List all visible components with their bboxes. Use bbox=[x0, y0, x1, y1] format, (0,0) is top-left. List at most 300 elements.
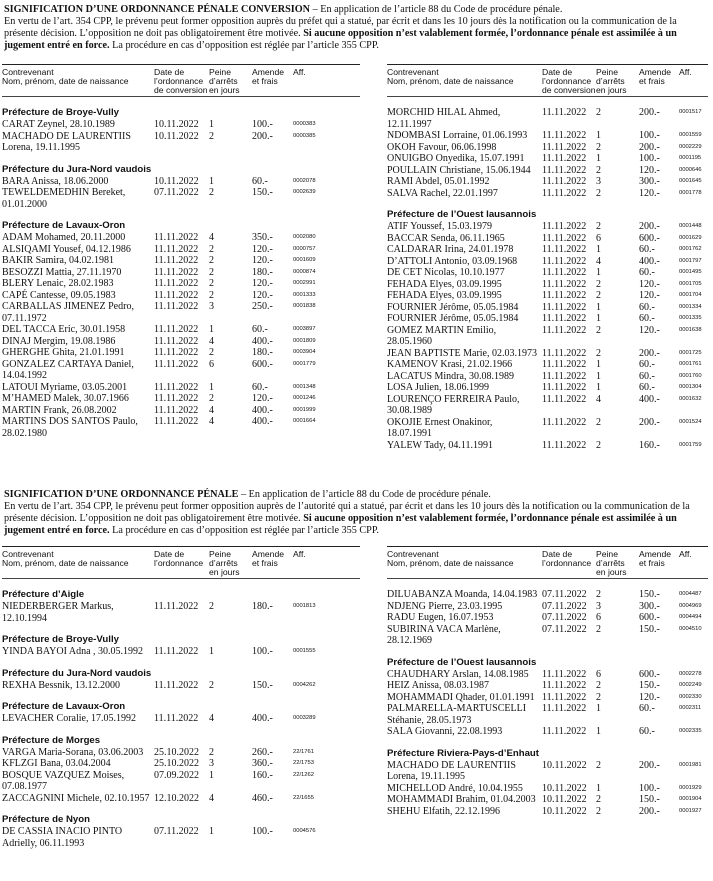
affaire-number: 0002278 bbox=[679, 670, 702, 677]
notice-title: SIGNIFICATION D’UNE ORDONNANCE PÉNALE bbox=[4, 489, 239, 500]
table-row bbox=[2, 405, 360, 417]
prefecture-section bbox=[387, 738, 708, 818]
affaire-number: 0002330 bbox=[679, 693, 702, 700]
amende-amount: 400.- bbox=[252, 713, 273, 724]
table-row bbox=[2, 267, 360, 279]
peine-days: 2 bbox=[209, 243, 214, 255]
ordonnance-date: 11.11.2022 bbox=[542, 382, 587, 393]
table-panel-top-right bbox=[387, 64, 708, 451]
table-row bbox=[387, 256, 708, 268]
contrevenant-name: BAKIR Samira, 04.02.1981 bbox=[2, 255, 114, 266]
amende-amount: 100.- bbox=[252, 119, 273, 130]
contrevenant-name: MACHADO DE LAURENTIIS Lorena, 19.11.1995 bbox=[387, 759, 516, 782]
peine-days: 2 bbox=[596, 290, 601, 301]
header-peine: Peine d’arrêts en jours bbox=[209, 67, 240, 95]
amende-amount: 260.- bbox=[252, 746, 273, 758]
table-row bbox=[387, 806, 708, 818]
ordonnance-date: 11.11.2022 bbox=[154, 404, 199, 416]
table-row bbox=[387, 267, 708, 279]
affaire-number: 0001517 bbox=[679, 109, 702, 115]
ordonnance-date: 11.11.2022 bbox=[542, 668, 587, 680]
table-row bbox=[387, 130, 708, 142]
peine-days: 2 bbox=[209, 255, 214, 266]
amende-amount: 60.- bbox=[252, 381, 268, 393]
table-row bbox=[2, 347, 360, 359]
prefecture-section bbox=[2, 624, 360, 658]
table-header bbox=[2, 547, 360, 579]
amende-amount: 350.- bbox=[252, 232, 273, 243]
amende-amount: 60.- bbox=[639, 703, 655, 714]
contrevenant-name: CALDARAR Irina, 24.01.1978 bbox=[387, 244, 514, 255]
affaire-number: 0002080 bbox=[293, 234, 316, 240]
affaire-number: 0004576 bbox=[293, 828, 316, 834]
contrevenant-name: CHAUDHARY Arslan, 14.08.1985 bbox=[387, 668, 529, 680]
header-peine: Peine d’arrêts en jours bbox=[209, 549, 240, 577]
affaire-number: 0001929 bbox=[679, 784, 702, 791]
contrevenant-name: NIEDERBERGER Markus, 12.10.1994 bbox=[2, 601, 114, 624]
peine-days: 1 bbox=[596, 313, 601, 324]
table-row bbox=[2, 758, 360, 770]
ordonnance-date: 11.11.2022 bbox=[154, 255, 199, 266]
amende-amount: 200.- bbox=[639, 347, 660, 359]
ordonnance-date: 10.11.2022 bbox=[542, 782, 587, 794]
peine-days: 1 bbox=[596, 244, 601, 255]
ordonnance-date: 11.11.2022 bbox=[542, 313, 587, 324]
ordonnance-date: 11.11.2022 bbox=[154, 243, 199, 255]
amende-amount: 120.- bbox=[252, 243, 273, 255]
notice-1 bbox=[4, 4, 708, 52]
amende-amount: 200.- bbox=[639, 141, 660, 153]
prefecture-section bbox=[2, 804, 360, 849]
ordonnance-date: 11.11.2022 bbox=[542, 439, 587, 451]
peine-days: 2 bbox=[596, 623, 601, 635]
ordonnance-date: 11.11.2022 bbox=[542, 278, 587, 290]
ordonnance-date: 11.11.2022 bbox=[542, 370, 587, 382]
affaire-number: 0001999 bbox=[293, 406, 316, 413]
prefecture-section bbox=[2, 97, 360, 154]
ordonnance-date: 11.11.2022 bbox=[154, 358, 199, 370]
amende-amount: 120.- bbox=[639, 164, 660, 176]
amende-amount: 60.- bbox=[639, 370, 655, 382]
amende-amount: 400.- bbox=[252, 335, 273, 347]
ordonnance-date: 10.11.2022 bbox=[542, 759, 587, 771]
contrevenant-name: RADU Eugen, 16.07.1953 bbox=[387, 612, 494, 623]
ordonnance-date: 11.11.2022 bbox=[542, 393, 587, 405]
table-row bbox=[2, 244, 360, 256]
notice-2 bbox=[4, 489, 708, 537]
amende-amount: 120.- bbox=[252, 289, 273, 301]
header-aff: Aff. bbox=[679, 549, 692, 559]
contrevenant-name: YALEW Tady, 04.11.1991 bbox=[387, 439, 493, 451]
peine-days: 4 bbox=[209, 713, 214, 724]
table-row bbox=[2, 601, 360, 624]
table-row bbox=[2, 176, 360, 188]
notice-bold: Si aucune opposition n’est valablement formée, l’ordonnance pénale est assimilée à un jugement entré en force. bbox=[4, 513, 677, 536]
affaire-number: 0000757 bbox=[293, 245, 316, 252]
ordonnance-date: 11.11.2022 bbox=[154, 335, 199, 347]
table-header bbox=[387, 547, 708, 579]
affaire-number: 0001813 bbox=[293, 603, 316, 609]
amende-amount: 200.- bbox=[639, 416, 660, 428]
table-row bbox=[2, 382, 360, 394]
contrevenant-name: KAMENOV Krasi, 21.02.1966 bbox=[387, 359, 513, 370]
affaire-number: 0001778 bbox=[679, 189, 702, 196]
table-row bbox=[387, 417, 708, 440]
contrevenant-name: BLERY Lenaic, 28.02.1983 bbox=[2, 278, 114, 289]
affaire-number: 0000646 bbox=[679, 166, 702, 173]
peine-days: 2 bbox=[596, 794, 601, 805]
affaire-number: 0002335 bbox=[679, 728, 702, 734]
affaire-number: 0000385 bbox=[293, 132, 316, 139]
affaire-number: 0001638 bbox=[679, 326, 702, 333]
amende-amount: 60.- bbox=[639, 301, 655, 313]
affaire-number: 0001632 bbox=[679, 395, 702, 402]
prefecture-title: Préfecture Riviera-Pays-d’Enhaut bbox=[387, 747, 539, 759]
affaire-number: 0001555 bbox=[293, 648, 316, 654]
prefecture-section bbox=[2, 658, 360, 692]
table-row bbox=[387, 244, 708, 256]
amende-amount: 100.- bbox=[252, 646, 273, 657]
table-row bbox=[2, 131, 360, 154]
ordonnance-date: 10.11.2022 bbox=[154, 130, 199, 142]
notice-title: SIGNIFICATION D’UNE ORDONNANCE PÉNALE CONVERSION bbox=[4, 4, 311, 15]
amende-amount: 600.- bbox=[252, 358, 273, 370]
contrevenant-name: GOMEZ MARTIN Emilio, 28.05.1960 bbox=[387, 324, 497, 347]
peine-days: 2 bbox=[596, 416, 601, 428]
table-header bbox=[2, 65, 360, 97]
contrevenant-name: FOURNIER Jérôme, 05.05.1984 bbox=[387, 313, 519, 324]
prefecture-title bbox=[387, 97, 708, 107]
amende-amount: 600.- bbox=[639, 232, 660, 244]
header-date: Date de l’ordonnance bbox=[542, 549, 592, 568]
affaire-number: 0004969 bbox=[679, 602, 702, 609]
header-amount: Amende et frais bbox=[639, 549, 672, 568]
affaire-number: 0002991 bbox=[293, 280, 316, 286]
header-amount: Amende et frais bbox=[639, 67, 672, 86]
ordonnance-date: 11.11.2022 bbox=[542, 221, 587, 232]
peine-days: 4 bbox=[596, 255, 601, 267]
contrevenant-name: DEL TACCA Eric, 30.01.1958 bbox=[2, 324, 126, 335]
affaire-number: 22/1753 bbox=[293, 760, 314, 766]
ordonnance-date: 10.11.2022 bbox=[542, 794, 587, 805]
ordonnance-date: 11.11.2022 bbox=[154, 266, 199, 278]
table-header bbox=[387, 65, 708, 97]
table-row bbox=[2, 187, 360, 210]
affaire-number: 0001246 bbox=[293, 395, 316, 401]
affaire-number: 0003904 bbox=[293, 349, 316, 355]
contrevenant-name: LEVACHER Coralie, 17.05.1992 bbox=[2, 713, 136, 724]
peine-days: 1 bbox=[596, 267, 601, 278]
notice-bold: Si aucune opposition n’est valablement formée, l’ordonnance pénale est assimilée à un jugement entré en force. bbox=[4, 28, 677, 51]
table-row bbox=[2, 255, 360, 267]
amende-amount: 160.- bbox=[252, 769, 273, 781]
prefecture-section bbox=[2, 691, 360, 725]
peine-days: 2 bbox=[596, 141, 601, 153]
prefecture-section bbox=[2, 725, 360, 805]
contrevenant-name: VARGA Maria-Sorana, 03.06.2003 bbox=[2, 746, 144, 758]
peine-days: 3 bbox=[209, 301, 214, 312]
table-row bbox=[387, 107, 708, 130]
peine-days: 2 bbox=[596, 324, 601, 336]
header-date: Date de l’ordonnance de conversion bbox=[542, 67, 596, 95]
amende-amount: 120.- bbox=[639, 324, 660, 336]
amende-amount: 60.- bbox=[252, 175, 268, 187]
peine-days: 2 bbox=[596, 164, 601, 176]
contrevenant-name: DE CASSIA INACIO PINTO Adrielly, 06.11.1993 bbox=[2, 826, 123, 849]
ordonnance-date: 11.11.2022 bbox=[154, 347, 199, 358]
peine-days: 2 bbox=[209, 278, 214, 289]
amende-amount: 60.- bbox=[639, 726, 655, 737]
header-aff: Aff. bbox=[293, 67, 306, 77]
contrevenant-name: MARTIN Frank, 26.08.2002 bbox=[2, 404, 117, 416]
contrevenant-name: LOURENÇO FERREIRA Paulo, 30.08.1989 bbox=[387, 393, 520, 416]
ordonnance-date: 11.11.2022 bbox=[154, 601, 199, 612]
peine-days: 2 bbox=[596, 221, 601, 232]
peine-days: 1 bbox=[209, 175, 214, 187]
table-row bbox=[2, 301, 360, 324]
affaire-number: 22/1262 bbox=[293, 771, 314, 778]
prefecture-title: Préfecture de l’Ouest lausannois bbox=[387, 209, 537, 220]
table-row bbox=[387, 302, 708, 314]
table-row bbox=[387, 382, 708, 394]
ordonnance-date: 07.11.2022 bbox=[542, 600, 587, 612]
affaire-number: 0001760 bbox=[679, 372, 702, 379]
affaire-number: 0002229 bbox=[679, 143, 702, 150]
peine-days: 1 bbox=[209, 324, 214, 335]
ordonnance-date: 11.11.2022 bbox=[154, 713, 199, 724]
affaire-number: 0001629 bbox=[679, 234, 702, 241]
contrevenant-name: JEAN BAPTISTE Marie, 02.03.1973 bbox=[387, 347, 537, 359]
ordonnance-date: 11.11.2022 bbox=[154, 416, 199, 427]
peine-days: 4 bbox=[209, 232, 214, 243]
table-row bbox=[387, 440, 708, 452]
contrevenant-name: GONZALEZ CARTAYA Daniel, 14.04.1992 bbox=[2, 358, 134, 381]
table-row bbox=[387, 703, 708, 726]
amende-amount: 60.- bbox=[639, 359, 655, 370]
ordonnance-date: 11.11.2022 bbox=[542, 141, 587, 153]
affaire-number: 0001981 bbox=[679, 761, 702, 768]
affaire-number: 0001797 bbox=[679, 257, 702, 264]
affaire-number: 0001334 bbox=[679, 303, 702, 310]
table-row bbox=[2, 770, 360, 793]
notice-intro: – En application de l’article 88 du Code de procédure pénale. bbox=[310, 4, 563, 15]
peine-days: 1 bbox=[209, 826, 214, 837]
amende-amount: 150.- bbox=[252, 187, 273, 198]
header-date: Date de l’ordonnance bbox=[154, 549, 204, 568]
header-name: Contrevenant Nom, prénom, date de naissance bbox=[387, 67, 514, 86]
affaire-number: 0004494 bbox=[679, 614, 702, 620]
contrevenant-name: OKOJIE Ernest Onakinor, 18.07.1991 bbox=[387, 416, 493, 439]
amende-amount: 100.- bbox=[639, 130, 660, 141]
ordonnance-date: 11.11.2022 bbox=[154, 278, 199, 289]
peine-days: 6 bbox=[596, 232, 601, 244]
table-row bbox=[387, 783, 708, 795]
table-row bbox=[2, 680, 360, 692]
peine-days: 6 bbox=[596, 612, 601, 623]
peine-days: 2 bbox=[596, 759, 601, 771]
peine-days: 6 bbox=[596, 668, 601, 680]
prefecture-section bbox=[387, 647, 708, 738]
amende-amount: 60.- bbox=[639, 244, 655, 255]
table-row bbox=[2, 416, 360, 439]
affaire-number: 0001759 bbox=[679, 441, 702, 448]
ordonnance-date: 10.11.2022 bbox=[154, 119, 199, 130]
amende-amount: 120.- bbox=[639, 187, 660, 199]
table-row bbox=[2, 278, 360, 290]
table-row bbox=[387, 153, 708, 165]
contrevenant-name: ZACCAGNINI Michele, 02.10.1957 bbox=[2, 792, 150, 804]
table-row bbox=[2, 290, 360, 302]
prefecture-section bbox=[387, 199, 708, 451]
table-row bbox=[387, 589, 708, 601]
peine-days: 3 bbox=[596, 176, 601, 187]
peine-days: 2 bbox=[209, 187, 214, 198]
ordonnance-date: 11.11.2022 bbox=[154, 393, 199, 404]
ordonnance-date: 11.11.2022 bbox=[542, 164, 587, 176]
contrevenant-name: MORCHID HILAL Ahmed, 12.11.1997 bbox=[387, 107, 501, 130]
ordonnance-date: 11.11.2022 bbox=[542, 153, 587, 164]
peine-days: 2 bbox=[209, 679, 214, 691]
affaire-number: 0001664 bbox=[293, 418, 316, 424]
contrevenant-name: BACCAR Senda, 06.11.1965 bbox=[387, 232, 505, 244]
contrevenant-name: KFLZGI Bana, 03.04.2004 bbox=[2, 758, 111, 769]
table-row bbox=[2, 324, 360, 336]
affaire-number: 0001838 bbox=[293, 303, 316, 309]
ordonnance-date: 11.11.2022 bbox=[154, 324, 199, 335]
amende-amount: 200.- bbox=[639, 759, 660, 771]
ordonnance-date: 07.11.2022 bbox=[542, 612, 587, 623]
amende-amount: 400.- bbox=[252, 416, 273, 427]
ordonnance-date: 11.11.2022 bbox=[542, 255, 587, 267]
contrevenant-name: ONUIGBO Onyedika, 15.07.1991 bbox=[387, 153, 525, 164]
prefecture-title: Préfecture du Jura-Nord vaudois bbox=[2, 667, 152, 679]
peine-days: 2 bbox=[596, 278, 601, 290]
contrevenant-name: MOHAMMADI Brahim, 01.04.2003 bbox=[387, 794, 536, 805]
contrevenant-name: SHEHU Elfatih, 22.12.1996 bbox=[387, 805, 501, 817]
contrevenant-name: CARAT Zeynel, 28.10.1989 bbox=[2, 119, 115, 130]
peine-days: 4 bbox=[596, 393, 601, 405]
contrevenant-name: POULLAIN Christiane, 15.06.1944 bbox=[387, 164, 531, 176]
affaire-number: 0001524 bbox=[679, 418, 702, 425]
prefecture-title: Préfecture de Nyon bbox=[2, 814, 90, 825]
table-panel-bottom-left bbox=[2, 546, 360, 849]
ordonnance-date: 11.11.2022 bbox=[542, 680, 587, 691]
affaire-number: 0001335 bbox=[679, 315, 702, 321]
amende-amount: 150.- bbox=[639, 589, 660, 600]
peine-days: 1 bbox=[209, 646, 214, 657]
prefecture-section bbox=[2, 210, 360, 439]
peine-days: 2 bbox=[596, 187, 601, 199]
peine-days: 3 bbox=[596, 600, 601, 612]
prefecture-title: Préfecture de Broye-Vully bbox=[2, 634, 119, 645]
table-row bbox=[387, 669, 708, 681]
affaire-number: 0003289 bbox=[293, 715, 316, 721]
amende-amount: 200.- bbox=[252, 130, 273, 142]
table-row bbox=[2, 747, 360, 759]
affaire-number: 0001904 bbox=[679, 796, 702, 802]
ordonnance-date: 11.11.2022 bbox=[154, 301, 199, 312]
table-row bbox=[2, 646, 360, 658]
amende-amount: 200.- bbox=[639, 221, 660, 232]
amende-amount: 60.- bbox=[639, 267, 655, 278]
ordonnance-date: 11.11.2022 bbox=[542, 691, 587, 703]
contrevenant-name: NDOMBASI Lorraine, 01.06.1993 bbox=[387, 130, 528, 141]
peine-days: 1 bbox=[596, 382, 601, 393]
affaire-number: 0002249 bbox=[679, 682, 702, 688]
peine-days: 1 bbox=[209, 119, 214, 130]
affaire-number: 0001779 bbox=[293, 360, 316, 367]
contrevenant-name: BESOZZI Mattia, 27.11.1970 bbox=[2, 266, 122, 278]
contrevenant-name: FEHADA Elyes, 03.09.1995 bbox=[387, 290, 502, 301]
ordonnance-date: 25.10.2022 bbox=[154, 758, 199, 769]
contrevenant-name: DE CET Nicolas, 10.10.1977 bbox=[387, 267, 505, 278]
peine-days: 6 bbox=[209, 358, 214, 370]
peine-days: 2 bbox=[209, 130, 214, 142]
ordonnance-date: 11.11.2022 bbox=[542, 324, 587, 336]
amende-amount: 300.- bbox=[639, 176, 660, 187]
table-row bbox=[387, 692, 708, 704]
amende-amount: 600.- bbox=[639, 668, 660, 680]
table-row bbox=[387, 601, 708, 613]
amende-amount: 120.- bbox=[639, 290, 660, 301]
ordonnance-date: 11.11.2022 bbox=[542, 232, 587, 244]
contrevenant-name: REXHA Bessnik, 13.12.2000 bbox=[2, 679, 121, 691]
header-amount: Amende et frais bbox=[252, 67, 285, 86]
peine-days: 1 bbox=[596, 703, 601, 714]
amende-amount: 120.- bbox=[252, 278, 273, 289]
ordonnance-date: 11.11.2022 bbox=[542, 244, 587, 255]
affaire-number: 0001705 bbox=[679, 280, 702, 287]
amende-amount: 200.- bbox=[639, 805, 660, 817]
affaire-number: 0002078 bbox=[293, 177, 316, 184]
ordonnance-date: 11.11.2022 bbox=[542, 290, 587, 301]
affaire-number: 0000874 bbox=[293, 268, 316, 275]
affaire-number: 22/1655 bbox=[293, 794, 314, 801]
contrevenant-name: BARA Anissa, 18.06.2000 bbox=[2, 175, 109, 187]
notice-tail: La procédure en cas d’opposition est réglée par l’article 355 CPP. bbox=[109, 525, 379, 536]
peine-days: 1 bbox=[209, 381, 214, 393]
table-panel-bottom-right bbox=[387, 546, 708, 817]
peine-days: 1 bbox=[596, 726, 601, 737]
amende-amount: 60.- bbox=[639, 313, 655, 324]
amende-amount: 460.- bbox=[252, 792, 273, 804]
peine-days: 3 bbox=[209, 758, 214, 769]
amende-amount: 120.- bbox=[252, 393, 273, 404]
ordonnance-date: 11.11.2022 bbox=[542, 726, 587, 737]
peine-days: 2 bbox=[209, 347, 214, 358]
affaire-number: 0001762 bbox=[679, 246, 702, 252]
affaire-number: 0001704 bbox=[679, 292, 702, 298]
header-aff: Aff. bbox=[293, 549, 306, 559]
header-name: Contrevenant Nom, prénom, date de naissance bbox=[2, 549, 129, 568]
table-row bbox=[387, 624, 708, 647]
amende-amount: 180.- bbox=[252, 601, 273, 612]
table-row bbox=[2, 713, 360, 725]
contrevenant-name: LOSA Julien, 18.06.1999 bbox=[387, 382, 489, 393]
contrevenant-name: BOSQUE VAZQUEZ Moises, 07.08.1977 bbox=[2, 769, 125, 792]
ordonnance-date: 11.11.2022 bbox=[542, 359, 587, 370]
header-date: Date de l’ordonnance de conversion bbox=[154, 67, 208, 95]
peine-days: 1 bbox=[596, 301, 601, 313]
amende-amount: 400.- bbox=[639, 393, 660, 405]
table-row bbox=[387, 348, 708, 360]
contrevenant-name: SALVA Rachel, 22.01.1997 bbox=[387, 187, 498, 199]
prefecture-section bbox=[387, 579, 708, 647]
contrevenant-name: ADAM Mohamed, 20.11.2000 bbox=[2, 232, 126, 243]
peine-days: 2 bbox=[596, 439, 601, 451]
table-row bbox=[2, 826, 360, 849]
table-row bbox=[2, 359, 360, 382]
